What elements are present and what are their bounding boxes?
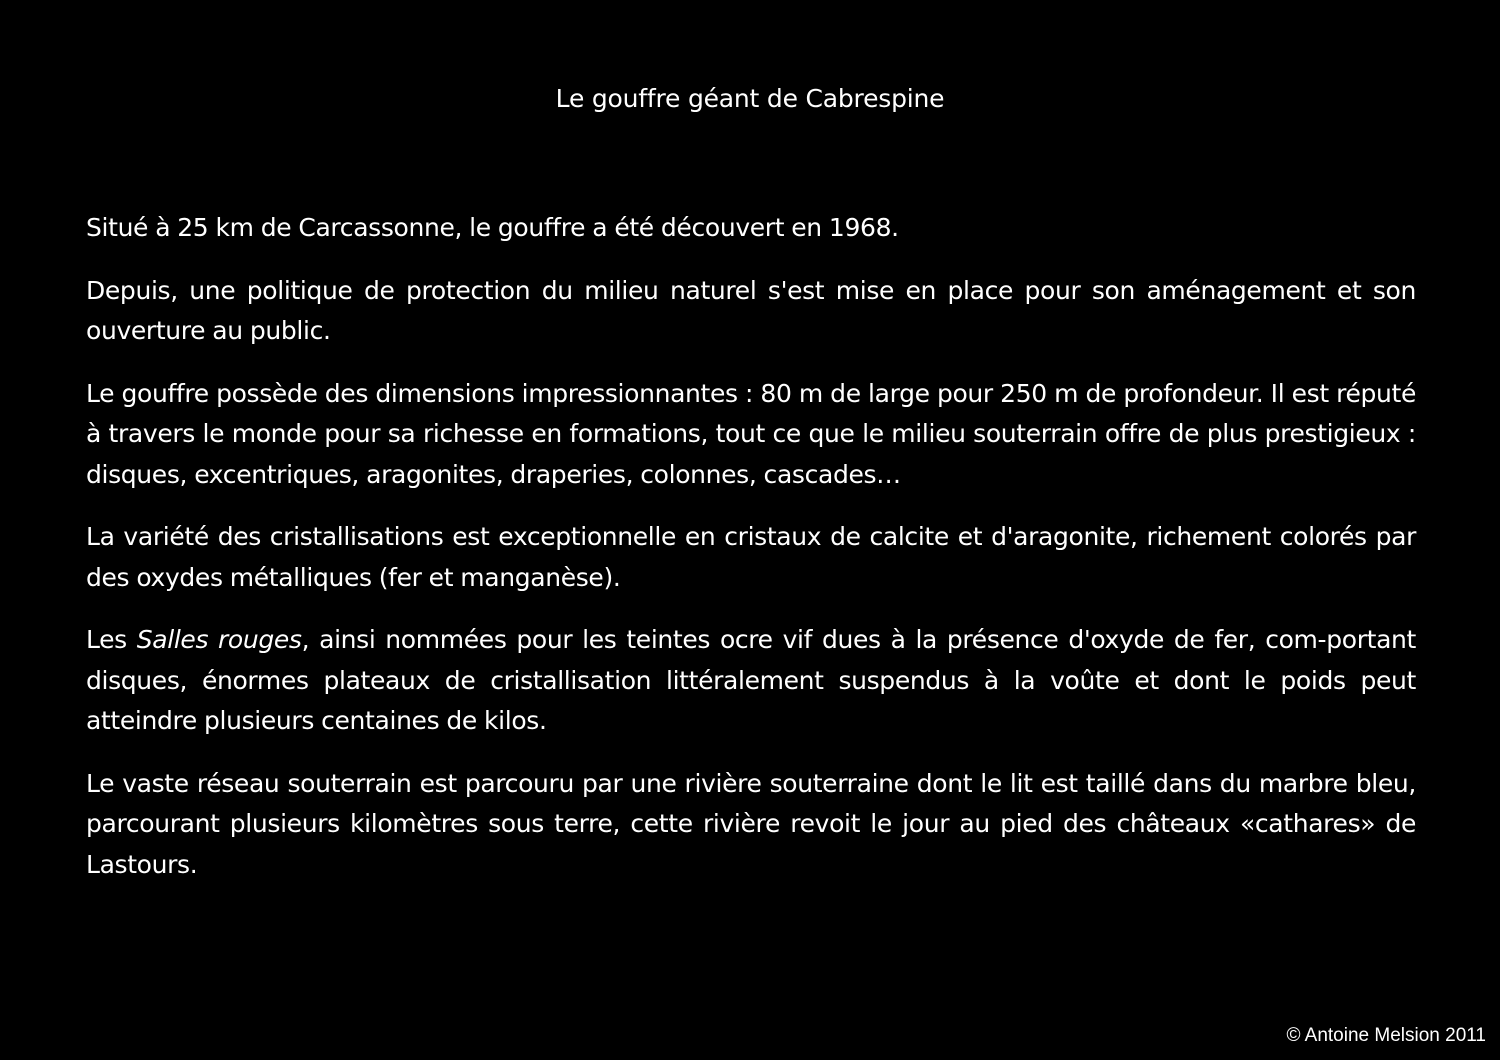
page-title: Le gouffre géant de Cabrespine [555,84,945,113]
salles-rouges-text: , ainsi nommées pour les teintes ocre vif dues à la présence d'oxyde de fer, com-portant disques, énormes plateaux de cristallisation littéralement suspendus à la voûte et dont le poids peut atteindre plusieurs centaines de kilos. [86,625,1416,735]
paragraph-protection: Depuis, une politique de protection du milieu naturel s'est mise en place pour son aménagement et son ouverture au public. [86,275,1416,345]
paragraph-salles-rouges [86,620,1416,742]
paragraph-river: Le vaste réseau souterrain est parcouru par une rivière souterraine dont le lit est taillé dans du marbre bleu, parcourant plusieurs kilomètres sous terre, cette rivière revoit le jour au pied des châteaux «cathares» de Lastours. [86,768,1416,879]
paragraph-location: Situé à 25 km de Carcassonne, le gouffre a été découvert en 1968. [86,213,899,242]
paragraph-dimensions: Le gouffre possède des dimensions impressionnantes : 80 m de large pour 250 m de profondeur. Il est réputé à travers le monde pour sa richesse en formations, tout ce que le milieu souterrain offre de plus prestigieux : disques, excentriques, aragonites, draperies, colonnes, cascades… [86,378,1416,489]
copyright-notice: © Antoine Melsion 2011 [1286,1025,1486,1046]
salles-rouges-prefix: Les [86,625,137,654]
paragraph-crystallisations: La variété des cristallisations est exceptionnelle en cristaux de calcite et d'aragonite, richement colorés par des oxydes métalliques (fer et manganèse). [86,522,1416,592]
document-body [86,208,1416,907]
salles-rouges-emphasis: Salles rouges [136,625,302,654]
